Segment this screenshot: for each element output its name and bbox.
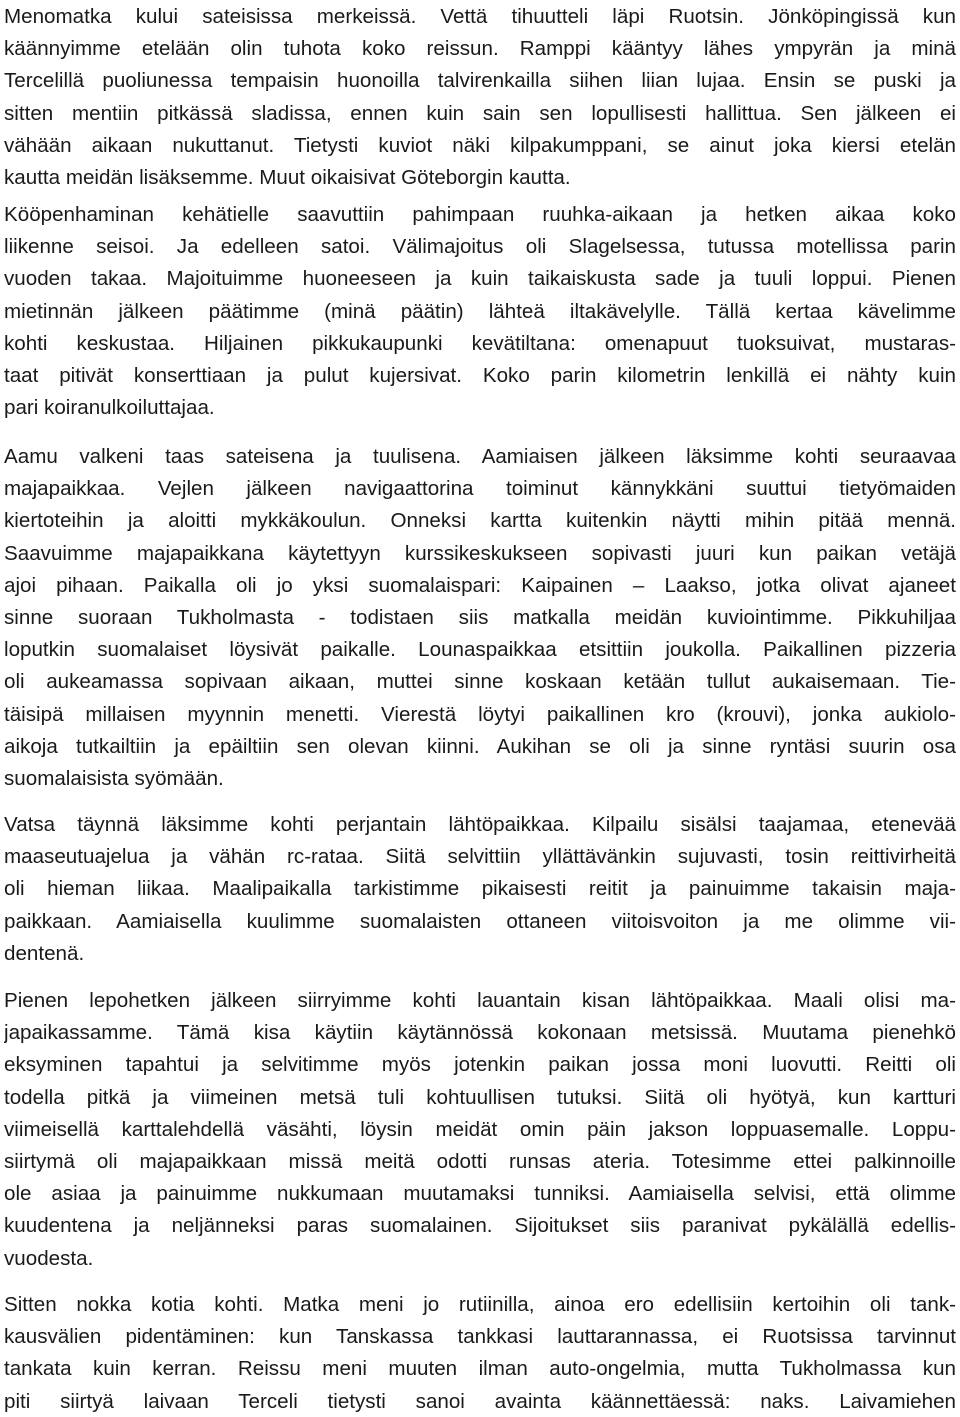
text-line: Aamu valkeni taas sateisena ja tuulisena. Aamiaisen jälkeen läksimme kohti seuraavaa (4, 445, 956, 468)
text-line: kausvälien pidentäminen: kun Tanskassa tankkasi lauttarannassa, ei Ruotsissa tarvinnut (4, 1325, 956, 1349)
text-line: Menomatka kului sateisissa merkeissä. Vettä tihuutteli läpi Ruotsin. Jönköpingissä kun (4, 5, 956, 28)
text-line: kiertoteihin ja aloitti mykkäkoulun. Onneksi kartta kuitenkin näytti mihin pitää mennä. (4, 509, 956, 533)
text-line: liikenne seisoi. Ja edelleen satoi. Välimajoitus oli Slagelsessa, tutussa motellissa parin (4, 235, 956, 259)
text-line: käännyimme etelään olin tuhota koko reissun. Ramppi kääntyy lähes ympyrän ja minä (4, 37, 956, 61)
text-line: majapaikkaa. Vejlen jälkeen navigaattorina toiminut kännykkäni suuttui tietyömaiden (4, 477, 956, 501)
text-line: japaikassamme. Tämä kisa käytiin käytännössä kokonaan metsissä. Muutama pienehkö (4, 1021, 956, 1045)
text-line: Sitten nokka kotia kohti. Matka meni jo rutiinilla, ainoa ero edellisiin kertoihin oli tank- (4, 1293, 956, 1316)
text-line: taat pitivät konserttiaan ja pulut kujersivat. Koko parin kilometrin lenkillä ei nähty kuin (4, 364, 956, 387)
text-line: kuudentena ja neljänneksi paras suomalainen. Sijoitukset siis paranivat pykälällä edellis- (4, 1214, 956, 1238)
text-line: ole asiaa ja painuimme nukkumaan muutamaksi tunniksi. Aamiaisella selvisi, että olimme (4, 1182, 956, 1206)
text-line: vuoden takaa. Majoituimme huoneeseen ja kuin taikaiskusta sade ja tuuli loppui. Pienen (4, 267, 956, 291)
text-line: täisipä millaisen myynnin menetti. Vierestä löytyi paikallinen kro (krouvi), jonka aukiolo- (4, 702, 956, 726)
text-line: viimeisellä karttalehdellä väsähti, löysin meidät omin päin jakson loppuasemalle. Loppu- (4, 1117, 956, 1141)
text-line: kohti keskustaa. Hiljainen pikkukaupunki kevätiltana: omenapuut tuoksuivat, mustaras- (4, 331, 956, 355)
text-line: sinne suoraan Tukholmasta - todistaen siis matkalla meidän kuviointimme. Pikkuhiljaa (4, 606, 956, 629)
text-line: pari koiranulkoiluttajaa. (4, 396, 215, 420)
text-line: Saavuimme majapaikkana käytettyyn kurssikeskukseen sopivasti juuri kun paikan vetäjä (4, 541, 956, 565)
text-line: Vatsa täynnä läksimme kohti perjantain lähtöpaikkaa. Kilpailu sisälsi taajamaa, etenevää (4, 813, 956, 836)
text-line: kautta meidän lisäksemme. Muut oikaisivat Göteborgin kautta. (4, 166, 571, 189)
text-line: vuodesta. (4, 1246, 94, 1270)
text-line: Tercelillä puoliunessa tempaisin huonoilla talvirenkailla siihen liian lujaa. Ensin se puski ja (4, 69, 956, 93)
text-line: mietinnän jälkeen päätimme (minä päätin) lähteä iltakävelylle. Tällä kertaa kävelimme (4, 299, 956, 323)
text-line: oli aukeamassa sopivaan aikaan, muttei sinne koskaan ketään tullut aukaisemaan. Tie- (4, 670, 956, 694)
text-line: Kööpenhaminan kehätielle saavuttiin pahimpaan ruuhka-aikaan ja hetken aikaa koko (4, 203, 956, 226)
text-line: suomalaisista syömään. (4, 767, 224, 790)
text-line: oli hieman liikaa. Maalipaikalla tarkistimme pikaisesti reitit ja painuimme takaisin maja- (4, 877, 956, 901)
text-line: paikkaan. Aamiaisella kuulimme suomalaisten ottaneen viitoisvoiton ja me olimme vii- (4, 909, 956, 933)
text-line: siirtymä oli majapaikkaan missä meitä odotti runsas ateria. Totesimme ettei palkinnoille (4, 1150, 956, 1173)
text-line: maaseutuajelua ja vähän rc-rataa. Siitä selvittiin yllättävänkin sujuvasti, tosin reittivirheitä (4, 845, 956, 869)
text-line: aikoja tutkailtiin ja epäiltiin sen olevan kiinni. Aukihan se oli ja sinne ryntäsi suurin osa (4, 734, 956, 758)
text-line: vähään aikaan nukuttanut. Tietysti kuviot näki kilpakumppani, se ainut joka kiersi etelän (4, 133, 956, 157)
text-line: eksyminen tapahtui ja selvitimme myös jotenkin paikan jossa moni luovutti. Reitti oli (4, 1053, 956, 1077)
text-line: dentenä. (4, 941, 85, 965)
text-line: Pienen lepohetken jälkeen siirryimme kohti lauantain kisan lähtöpaikkaa. Maali olisi ma- (4, 989, 956, 1012)
text-line: ajoi pihaan. Paikalla oli jo yksi suomalaispari: Kaipainen – Laakso, jotka olivat ajaneet (4, 573, 956, 597)
text-line: todella pitkä ja viimeinen metsä tuli kohtuullisen tutuksi. Siitä oli hyötyä, kun kartturi (4, 1085, 956, 1109)
text-line: loputkin suomalaiset löysivät paikalle. Lounaspaikkaa etsittiin joukolla. Paikallinen pizzeria (4, 638, 956, 662)
text-line: piti siirtyä laivaan Terceli tietysti sanoi avainta käännettäessä: naks. Laivamiehen (4, 1389, 956, 1413)
text-line: tankata kuin kerran. Reissu meni muuten ilman auto-ongelmia, mutta Tukholmassa kun (4, 1357, 956, 1381)
text-line: sitten mentiin pitkässä sladissa, ennen kuin sain sen lopullisesti hallittua. Sen jälkeen ei (4, 101, 956, 125)
